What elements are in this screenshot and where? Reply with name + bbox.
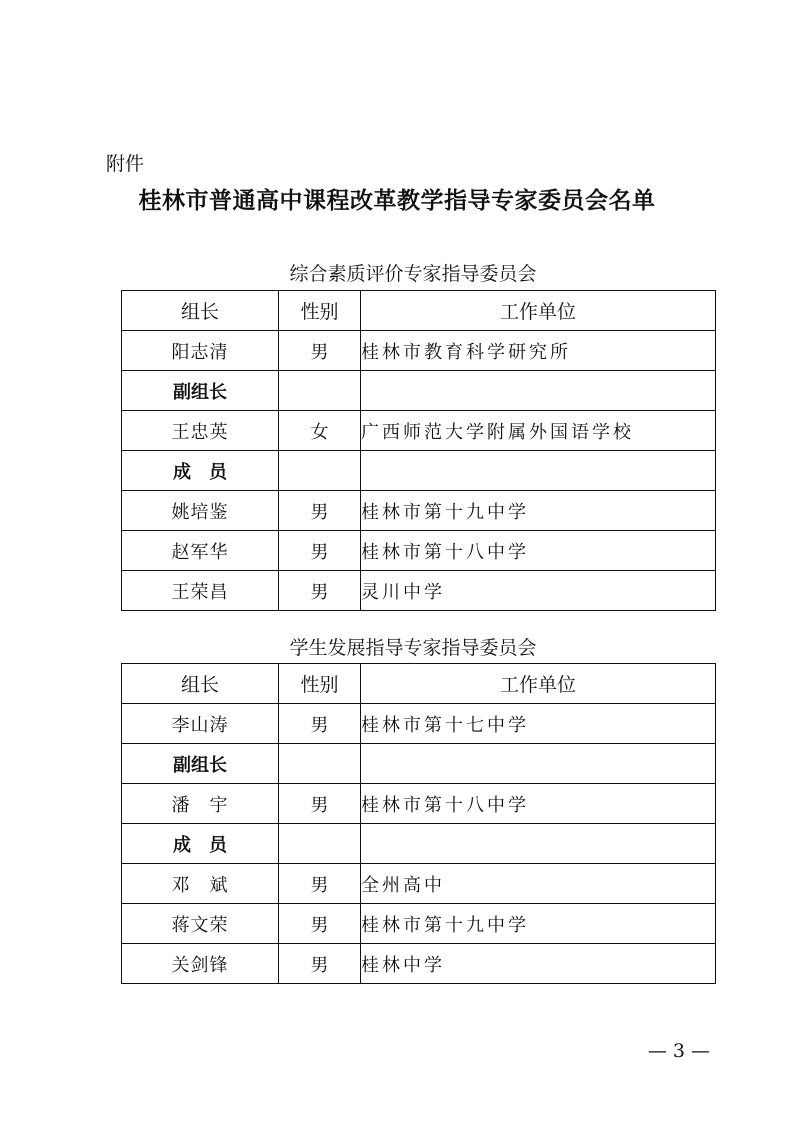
table-row bbox=[122, 491, 716, 531]
member-name: 姚培鉴 bbox=[122, 491, 279, 531]
member-unit: 桂林市第十九中学 bbox=[361, 491, 716, 531]
empty-cell bbox=[361, 824, 716, 864]
member-unit: 广西师范大学附属外国语学校 bbox=[361, 411, 716, 451]
table-row bbox=[122, 704, 716, 744]
table-header-row bbox=[122, 664, 716, 704]
committee-2-title: 学生发展指导专家指导委员会 bbox=[289, 637, 537, 659]
member-name: 王荣昌 bbox=[122, 571, 279, 611]
role-row bbox=[122, 824, 716, 864]
role-row bbox=[122, 451, 716, 491]
member-unit: 桂林市第十八中学 bbox=[361, 784, 716, 824]
member-unit: 桂林市第十九中学 bbox=[361, 904, 716, 944]
member-gender: 女 bbox=[279, 411, 361, 451]
table-row bbox=[122, 411, 716, 451]
empty-cell bbox=[279, 744, 361, 784]
member-gender: 男 bbox=[279, 864, 361, 904]
empty-cell bbox=[361, 371, 716, 411]
member-name: 潘 宇 bbox=[122, 784, 279, 824]
table-row bbox=[122, 864, 716, 904]
table-row bbox=[122, 904, 716, 944]
page-number: — 3 — bbox=[647, 1040, 710, 1062]
member-name: 关剑锋 bbox=[122, 944, 279, 984]
committee-1-table bbox=[121, 290, 716, 611]
committee-1-title: 综合素质评价专家指导委员会 bbox=[289, 263, 537, 285]
document-title: 桂林市普通高中课程改革教学指导专家委员会名单 bbox=[138, 187, 656, 214]
table-row bbox=[122, 571, 716, 611]
member-gender: 男 bbox=[279, 904, 361, 944]
members-label: 成 员 bbox=[122, 824, 279, 864]
member-name: 蒋文荣 bbox=[122, 904, 279, 944]
role-row bbox=[122, 371, 716, 411]
column-header-gender: 性别 bbox=[279, 664, 361, 704]
table-row bbox=[122, 784, 716, 824]
member-unit: 全州高中 bbox=[361, 864, 716, 904]
member-name: 邓 斌 bbox=[122, 864, 279, 904]
empty-cell bbox=[361, 451, 716, 491]
table-header-row bbox=[122, 291, 716, 331]
member-unit: 桂林中学 bbox=[361, 944, 716, 984]
table-row bbox=[122, 331, 716, 371]
table-row bbox=[122, 944, 716, 984]
member-name: 王忠英 bbox=[122, 411, 279, 451]
member-name: 阳志清 bbox=[122, 331, 279, 371]
empty-cell bbox=[279, 451, 361, 491]
column-header-unit: 工作单位 bbox=[361, 664, 716, 704]
column-header-gender: 性别 bbox=[279, 291, 361, 331]
deputy-leader-label: 副组长 bbox=[122, 371, 279, 411]
member-gender: 男 bbox=[279, 704, 361, 744]
table-row bbox=[122, 531, 716, 571]
attachment-label: 附件 bbox=[106, 153, 145, 175]
member-unit: 灵川中学 bbox=[361, 571, 716, 611]
member-gender: 男 bbox=[279, 491, 361, 531]
committee-2-table bbox=[121, 663, 716, 984]
members-label: 成 员 bbox=[122, 451, 279, 491]
member-gender: 男 bbox=[279, 531, 361, 571]
empty-cell bbox=[279, 824, 361, 864]
column-header-name: 组长 bbox=[122, 291, 279, 331]
member-unit: 桂林市第十七中学 bbox=[361, 704, 716, 744]
member-gender: 男 bbox=[279, 784, 361, 824]
member-gender: 男 bbox=[279, 331, 361, 371]
empty-cell bbox=[361, 744, 716, 784]
member-name: 赵军华 bbox=[122, 531, 279, 571]
member-unit: 桂林市第十八中学 bbox=[361, 531, 716, 571]
column-header-unit: 工作单位 bbox=[361, 291, 716, 331]
member-name: 李山涛 bbox=[122, 704, 279, 744]
member-gender: 男 bbox=[279, 571, 361, 611]
member-gender: 男 bbox=[279, 944, 361, 984]
deputy-leader-label: 副组长 bbox=[122, 744, 279, 784]
empty-cell bbox=[279, 371, 361, 411]
role-row bbox=[122, 744, 716, 784]
member-unit: 桂林市教育科学研究所 bbox=[361, 331, 716, 371]
column-header-name: 组长 bbox=[122, 664, 279, 704]
